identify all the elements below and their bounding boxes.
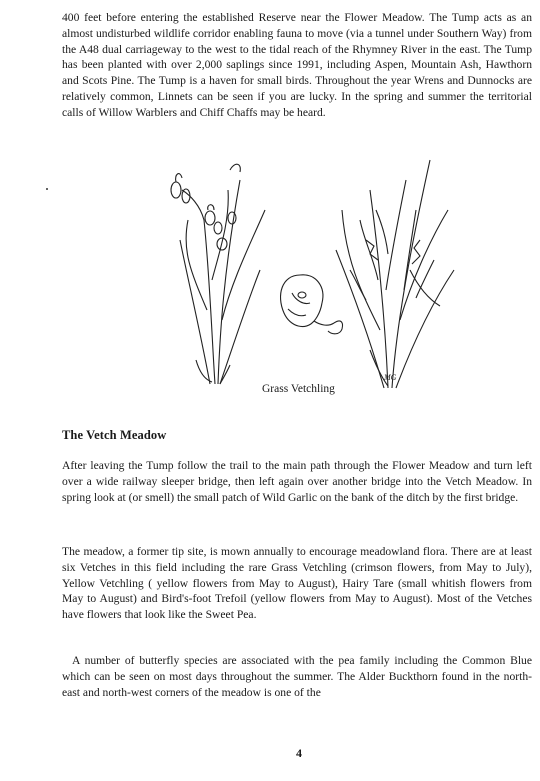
- section-heading: The Vetch Meadow: [62, 428, 167, 442]
- grass-vetchling-stem-illustration: [160, 160, 270, 385]
- paragraph-trail: After leaving the Tump follow the trail to the main path through the Flower Meadow and turn left over a wide railway sleeper bridge, then left again over another bridge into the Vetch Meadow. In spring look at (or smell) the small patch of Wild Garlic on the bank of the ditch by the first bridge.: [62, 459, 532, 504]
- grass-vetchling-seed-pod-illustration: [330, 150, 460, 390]
- paragraph-butterflies: A number of butterfly species are associated with the pea family including the Common Blue which can be seen on most days throughout the summer. The Alder Buckthorn found in the north-east and north-west corners of the meadow is one of the: [62, 654, 532, 699]
- stray-mark: [46, 188, 48, 190]
- paragraph-meadow: The meadow, a former tip site, is mown annually to encourage meadowland flora. There are at least six Vetches in this field including the rare Grass Vetchling (crimson flowers, from May to July), Yellow Vetchling ( yellow flowers from May to August), Hairy Tare (small whitish flowers from May to August) and Bird's-foot Trefoil (yellow flowers from May to August). Most of the Vetches have flowers that look like the Sweet Pea.: [62, 545, 532, 622]
- illustration-caption: Grass Vetchling: [262, 383, 335, 395]
- page-number: 4: [296, 746, 302, 760]
- paragraph-intro: 400 feet before entering the established Reserve near the Flower Meadow. The Tump acts as an almost undisturbed wildlife corridor enabling fauna to move (via a tunnel under Southern Way) from the A48 dual carriageway to the west to the tidal reach of the Rhymney River in the east. The Tump has been planted with over 2,000 saplings since 1991, including Aspen, Mountain Ash, Hawthorn and Scots Pine. The Tump is a haven for small birds. Throughout the year Wrens and Dunnocks are relatively common, Linnets can be seen if you are lucky. In the spring and summer the territorial calls of Willow Warblers and Chiff Chaffs may be heard.: [62, 11, 532, 119]
- illustrator-initials: MG: [384, 373, 397, 382]
